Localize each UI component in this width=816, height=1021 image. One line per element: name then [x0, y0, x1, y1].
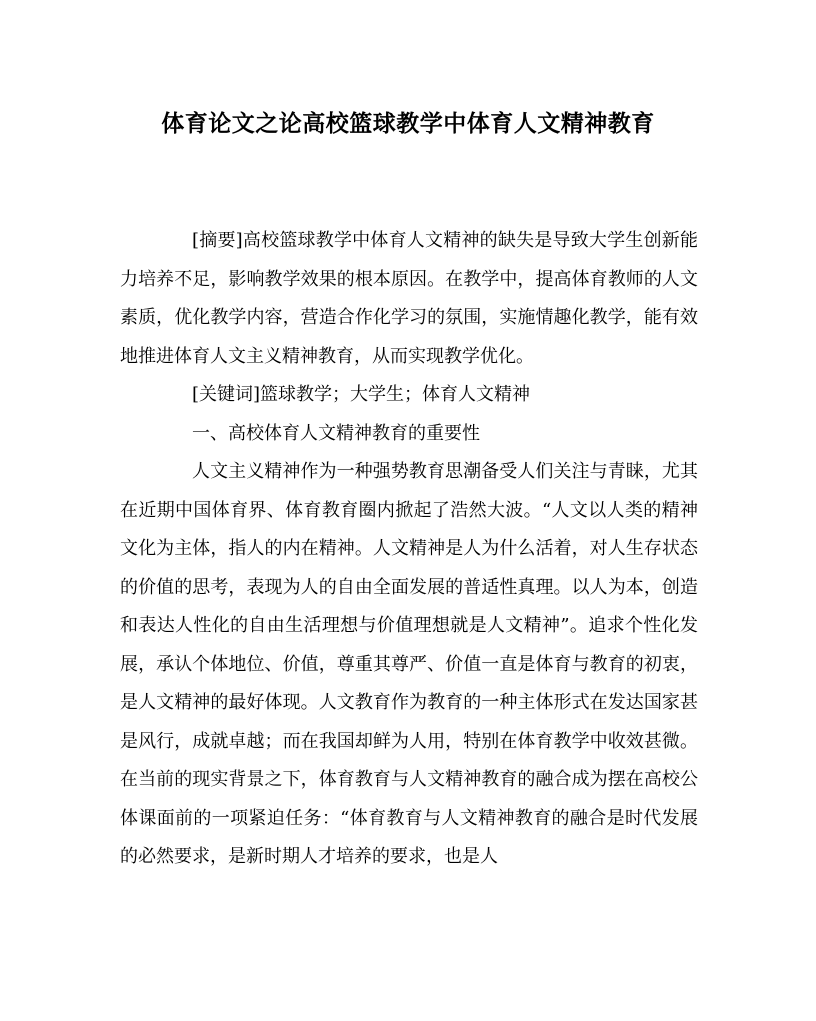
body-paragraph: 人文主义精神作为一种强势教育思潮备受人们关注与青睐，尤其在近期中国体育界、体育教育圈内掀起了浩然大波。“人文以人类的精神文化为主体，指人的内在精神。人文精神是人为什么活着，对人生存状态的价值的思考，表现为人的自由全面发展的普适性真理。以人为本，创造和表达人性化的自由生活理想与价值理想就是人文精神”。追求个性化发展，承认个体地位、价值，尊重其尊严、价值一直是体育与教育的初衷，是人文精神的最好体现。人文教育作为教育的一种主体形式在发达国家甚是风行，成就卓越；而在我国却鲜为人用，特别在体育教学中收效甚微。在当前的现实背景之下，体育教育与人文精神教育的融合成为摆在高校公体课面前的一项紧迫任务：“体育教育与人文精神教育的融合是时代发展的必然要求，是新时期人才培养的要求，也是人: [120, 461, 698, 867]
abstract-paragraph: [摘要]高校篮球教学中体育人文精神的缺失是导致大学生创新能力培养不足，影响教学效果的根本原因。在教学中，提高体育教师的人文素质，优化教学内容，营造合作化学习的氛围，实施情趣化教学，能有效地推进体育人文主义精神教育，从而实现教学优化。: [120, 230, 698, 367]
document-body: [120, 222, 698, 877]
keywords-paragraph: [关键词]篮球教学；大学生；体育人文精神: [192, 384, 531, 405]
section-heading: 一、高校体育人文精神教育的重要性: [192, 422, 480, 444]
document-title: 体育论文之论高校篮球教学中体育人文精神教育: [161, 110, 655, 137]
